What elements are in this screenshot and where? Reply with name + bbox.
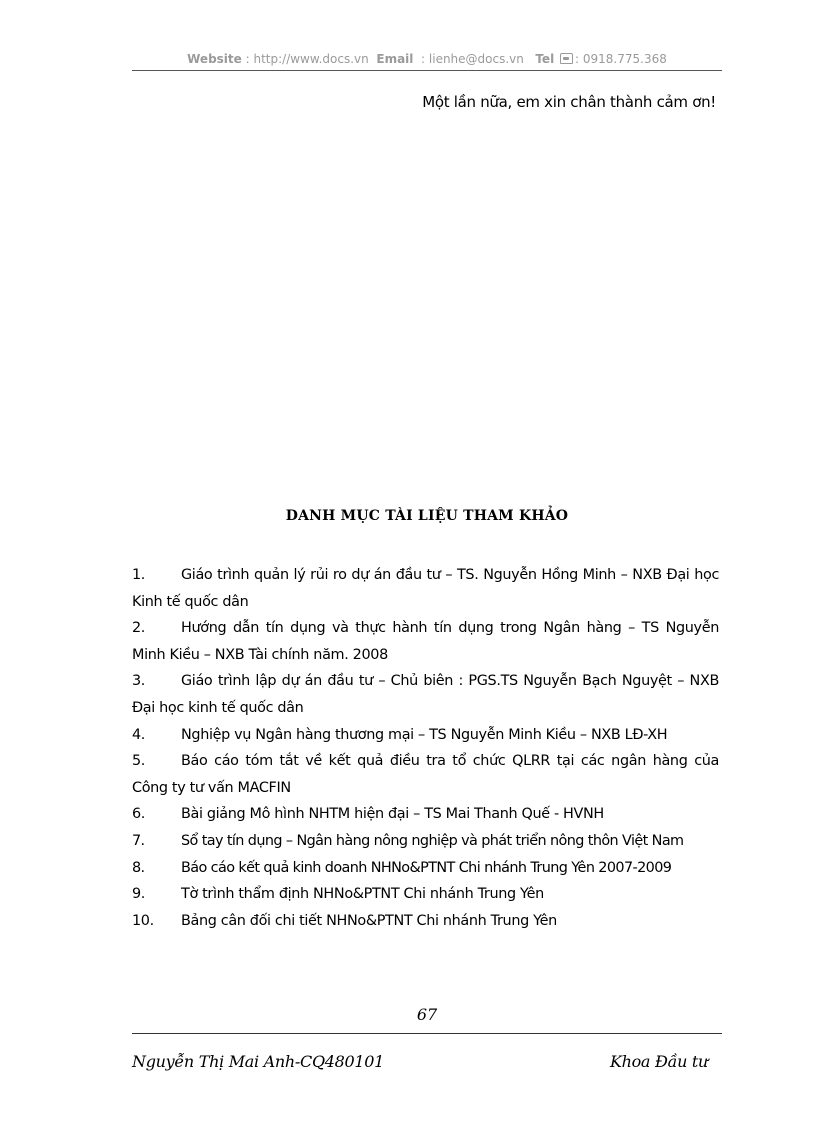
reference-item	[132, 748, 719, 801]
reference-number: 3.	[132, 673, 146, 690]
header-divider	[132, 70, 722, 71]
thanks-line: Một lần nữa, em xin chân thành cảm ơn!	[422, 93, 716, 111]
reference-number: 6.	[132, 806, 146, 823]
reference-item	[132, 668, 719, 721]
reference-text: Tờ trình thẩm định NHNo&PTNT Chi nhánh Trung Yên	[181, 886, 544, 903]
email-label: Email	[376, 52, 414, 66]
website-label: Website	[187, 52, 242, 66]
reference-text: Nghiệp vụ Ngân hàng thương mại – TS Nguyễn Minh Kiều – NXB LĐ-XH	[181, 726, 668, 743]
reference-text: Giáo trình lập dự án đầu tư – Chủ biên : PGS.TS Nguyễn Bạch Nguyệt – NXB Đại học kinh tế quốc dân	[132, 673, 719, 716]
reference-text: Báo cáo tóm tắt về kết quả điều tra tổ chức QLRR tại các ngân hàng của Công ty tư vấn MACFIN	[132, 753, 719, 796]
reference-text: Giáo trình quản lý rủi ro dự án đầu tư – TS. Nguyễn Hồng Minh – NXB Đại học Kinh tế quốc dân	[132, 567, 719, 610]
reference-number: 9.	[132, 886, 146, 903]
footer-department: Khoa Đầu tư	[609, 1052, 708, 1071]
reference-number: 5.	[132, 753, 146, 770]
reference-number: 7.	[132, 832, 145, 849]
reference-number: 8.	[132, 859, 145, 876]
reference-item	[132, 828, 719, 855]
reference-number: 4.	[132, 726, 146, 743]
reference-text: Sổ tay tín dụng – Ngân hàng nông nghiệp và phát triển nông thôn Việt Nam	[181, 832, 684, 849]
references-list	[132, 562, 719, 934]
email-link[interactable]: : lienhe@docs.vn	[421, 52, 524, 66]
reference-text: Bảng cân đối chi tiết NHNo&PTNT Chi nhánh Trung Yên	[181, 912, 557, 929]
reference-number: 2.	[132, 620, 146, 637]
reference-item	[132, 908, 719, 935]
tel-label: Tel	[535, 52, 555, 66]
reference-item	[132, 801, 719, 828]
site-header	[132, 52, 722, 66]
footer-author: Nguyễn Thị Mai Anh-CQ480101	[132, 1052, 385, 1071]
reference-item	[132, 722, 719, 749]
reference-item	[132, 615, 719, 668]
reference-text: Báo cáo kết quả kinh doanh NHNo&PTNT Chi nhánh Trung Yên 2007-2009	[181, 859, 672, 876]
reference-item	[132, 562, 719, 615]
telephone-icon	[560, 53, 573, 64]
reference-number: 1.	[132, 567, 146, 583]
tel-value: : 0918.775.368	[575, 52, 667, 66]
footer-divider	[132, 1033, 722, 1034]
references-title: DANH MỤC TÀI LIỆU THAM KHẢO	[285, 508, 569, 524]
reference-number: 10.	[132, 912, 154, 929]
reference-text: Hướng dẫn tín dụng và thực hành tín dụng trong Ngân hàng – TS Nguyễn Minh Kiều – NXB Tài chính năm. 2008	[132, 620, 719, 663]
reference-text: Bài giảng Mô hình NHTM hiện đại – TS Mai Thanh Quế - HVNH	[181, 806, 604, 823]
reference-item	[132, 881, 719, 908]
page-number: 67	[416, 1005, 438, 1024]
reference-item	[132, 855, 719, 882]
website-link[interactable]: : http://www.docs.vn	[245, 52, 369, 66]
